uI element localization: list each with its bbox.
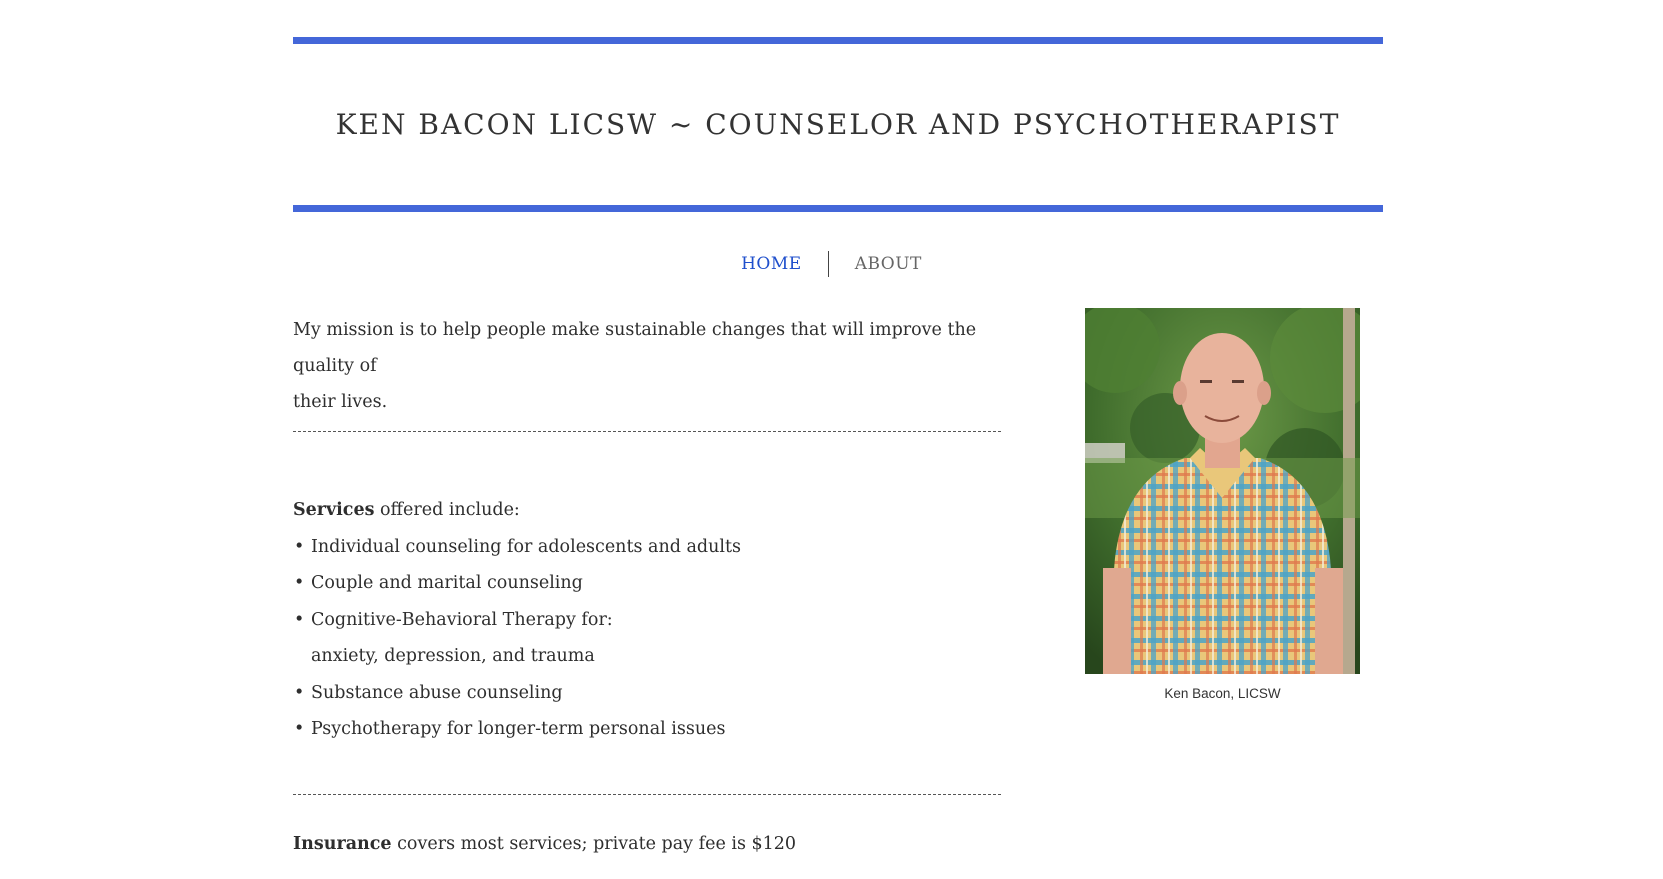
list-item	[293, 675, 741, 712]
bullet-icon: •	[294, 719, 305, 739]
list-item-text: Psychotherapy for longer-term personal issues	[311, 719, 726, 739]
portrait-photo-icon	[1085, 308, 1360, 674]
bullet-icon: •	[294, 536, 305, 557]
list-item-text: Couple and marital counseling	[311, 573, 583, 593]
section-divider	[293, 431, 1001, 432]
section-divider	[293, 794, 1001, 795]
services-intro-text: offered include:	[374, 500, 520, 520]
services-section	[293, 492, 741, 748]
header-bottom-rule	[293, 205, 1383, 212]
site-title: KEN BACON LICSW ~ COUNSELOR AND PSYCHOTHERAPIST	[335, 108, 1341, 141]
list-item-text: Cognitive-Behavioral Therapy for:	[311, 609, 613, 630]
profile-figure	[1085, 308, 1360, 701]
services-heading: Services	[293, 500, 375, 520]
header-top-rule	[293, 37, 1383, 44]
list-item	[293, 602, 741, 639]
list-item	[293, 711, 741, 748]
bullet-icon: •	[294, 573, 305, 593]
bullet-icon: •	[294, 609, 305, 630]
bullet-icon: •	[294, 682, 305, 703]
mission-line-1: My mission is to help people make sustainable changes that will improve the quality of	[293, 320, 977, 376]
insurance-heading: Insurance	[293, 834, 392, 854]
list-item	[293, 565, 741, 602]
mission-statement	[293, 312, 1003, 420]
list-item-continuation: anxiety, depression, and trauma	[311, 646, 595, 666]
list-item-text: Individual counseling for adolescents and adults	[311, 536, 742, 557]
nav-separator	[828, 251, 829, 277]
nav-item-about[interactable]: ABOUT	[854, 254, 922, 274]
list-item	[293, 529, 741, 566]
nav-item-home[interactable]: HOME	[741, 254, 802, 274]
list-item-text: Substance abuse counseling	[311, 682, 563, 703]
services-intro	[293, 492, 741, 529]
insurance-section	[293, 826, 796, 862]
mission-line-2: their lives.	[293, 392, 388, 412]
main-nav	[0, 251, 1663, 277]
services-list	[293, 529, 741, 748]
photo-caption: Ken Bacon, LICSW	[1164, 686, 1281, 701]
insurance-text: covers most services; private pay fee is $120	[391, 834, 797, 854]
